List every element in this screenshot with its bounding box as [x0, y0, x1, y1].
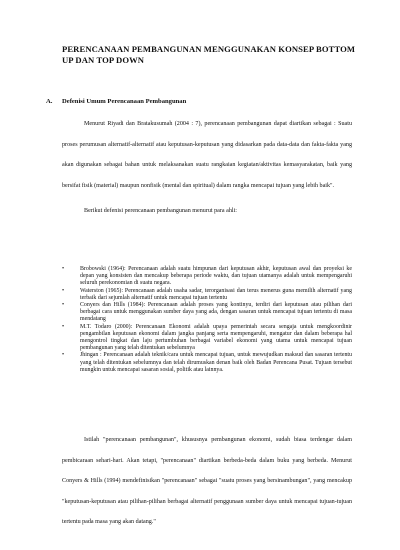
- definition-brobowski: Brobowski (1964): Perencanaan adalah suatu himpunan dari keputusan akhir, keputusan awal dan proyeksi ke depan yang konsisten dan mencakup beberapa periode waktu, dan tujuan utamanya adalah untuk mempengaruhi seluruh perekonomian di suatu negara.: [80, 266, 352, 287]
- definitions-list: [62, 266, 352, 374]
- section-title: Defenisi Umum Perencanaan Pembangunan: [62, 98, 187, 105]
- definition-jhingan: Jhingan : Perencanaan adalah teknik/cara untuk mencapai tujuan, untuk mewujudkan maksud dan sasaran tertentu yang telah ditentukan sebelumnya dan telah dirumuskan denan baik oleh Badan Perencana Pusat. Tujuan tersebut mungkin untuk mencapai sasaran sosial, politik atau lainnya.: [80, 352, 352, 373]
- paragraph-riyadi-definition: Menurut Riyadi dan Bratakusumah (2004 : 7), perencanaan pembangunan dapat diartikan sebagai : Suatu proses perumusan alternatif-alternatif atau keputusan-keputusan yang didasarkan pada data-data dan fakta-fakta yang akan digunakan sebagai bahan untuk melaksanakan suatu rangkaian kegiatan/aktivitas kemasyarakatan, baik yang bersifat fisik (material) maupun nonfisik (mental dan spiritual) dalam rangka mencapai tujuan yang lebih baik".: [62, 121, 352, 189]
- list-item: [62, 266, 352, 288]
- section-number: A.: [46, 98, 53, 105]
- definition-waterston: Waterston (1965): Perencanaan adalah usaha sadar, terorganisasi dan terus menerus guna memilih alternatif yang terbaik dari sejumlah alternatif untuk mencapai tujuan tertentu: [80, 287, 352, 301]
- bullet-icon: •: [62, 302, 65, 309]
- paragraph-expert-intro: Berikut defenisi perencanaan pembangunan menurut para ahli:: [84, 208, 237, 214]
- bullet-icon: •: [62, 266, 65, 272]
- list-item: [62, 288, 352, 302]
- bullet-icon: •: [62, 352, 65, 359]
- paragraph-planning-term: Istilah "perencanaan pembangunan", khususnya pembangunan ekonomi, sudah biasa terdengar dalam pembicaraan sehari-hari. Akan tetapi, "perencanaan" diartikan berbeda-beda dalam buku yang berbeda. Menurut Conyers & Hills (1994) mendefinisikan "perencanaan" sebagai "suatu proses yang bersinambungan", yang mencakup "keputusan-keputusan atau pilihan-pilihan berbagai alternatif penggunaan sumber daya untuk mencapai tujuan-tujuan tertentu pada masa yang akan datang.": [62, 437, 352, 525]
- definition-todaro: M.T. Todaro (2000): Perencanaan Ekonomi adalah upaya pemerintah secara sengaja untuk mengkoordinir pengambilan keputusan ekonomi dalam jangka panjang serta mempengaruhi, mengatur dan dalam beberapa hal mengontrol tingkat dan laju pertumbuhan berbagai variabel ekonomi yang utama untuk mencapai tujuan pembangunan yang telah ditentukan sebelumnya: [80, 323, 352, 352]
- bullet-icon: •: [62, 323, 65, 330]
- bullet-icon: •: [62, 287, 65, 294]
- list-item: [62, 352, 352, 374]
- document-title: PERENCANAAN PEMBANGUNAN MENGGUNAKAN KONSEP BOTTOM UP DAN TOP DOWN: [62, 44, 356, 65]
- list-item: [62, 324, 352, 353]
- section-heading: [46, 98, 186, 105]
- definition-conyers-hills: Conyers dan Hills (1984): Perencanaan adalah proses yang kontinyu, terdiri dari keputusan atau pilihan dari berbagai cara untuk menggunakan sumber daya yang ada, dengan sasaran untuk mencapai tujuan tertentu di masa mendatang: [80, 302, 352, 323]
- list-item: [62, 302, 352, 324]
